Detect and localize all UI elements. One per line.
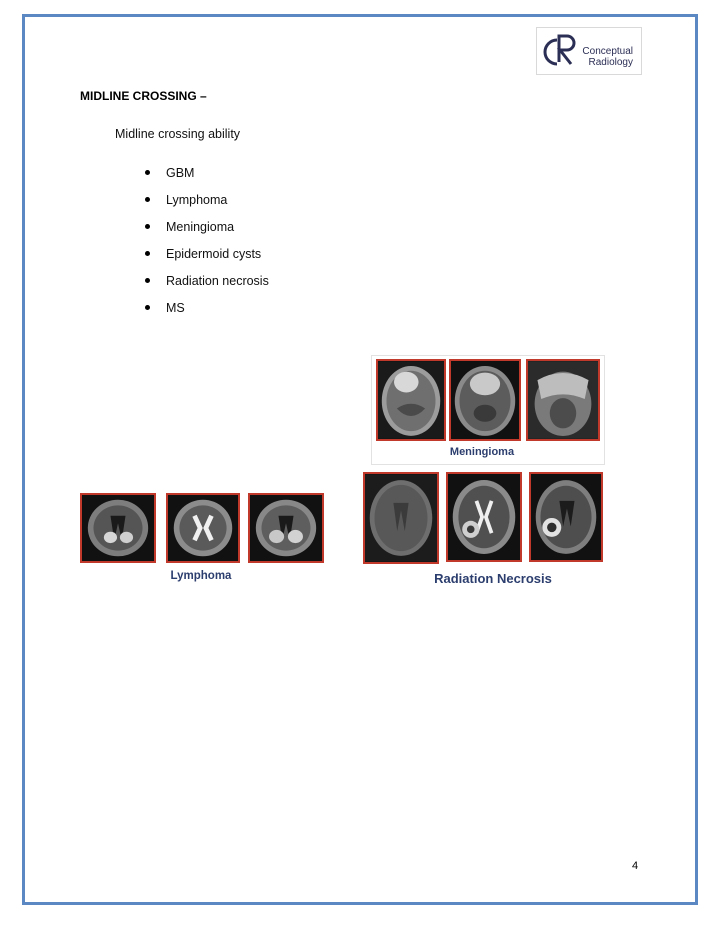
bullet-icon — [145, 251, 150, 256]
list-item: Epidermoid cysts — [145, 246, 269, 273]
logo-text: Conceptual Radiology — [582, 46, 633, 68]
mri-scan-image — [363, 472, 439, 564]
list-item: Meningioma — [145, 219, 269, 246]
bullet-icon — [145, 278, 150, 283]
conceptual-radiology-logo — [536, 27, 642, 75]
mri-scan-image — [526, 359, 600, 441]
mri-scan-image — [248, 493, 324, 563]
condition-list — [145, 165, 269, 327]
mri-scan-image — [529, 472, 603, 562]
list-item: GBM — [145, 165, 269, 192]
meningioma-figure — [371, 355, 605, 465]
radiation-necrosis-figure — [363, 472, 605, 590]
lymphoma-caption: Lymphoma — [170, 570, 232, 582]
mri-scan-image — [376, 359, 446, 441]
bullet-icon — [145, 305, 150, 310]
meningioma-caption: Meningioma — [449, 446, 515, 458]
radiation-necrosis-caption: Radiation Necrosis — [434, 571, 552, 586]
lymphoma-figure — [80, 493, 324, 588]
list-item: Lymphoma — [145, 192, 269, 219]
list-item: Radiation necrosis — [145, 273, 269, 300]
list-item: MS — [145, 300, 269, 327]
logo-cr-icon — [539, 30, 579, 72]
mri-scan-image — [80, 493, 156, 563]
bullet-icon — [145, 197, 150, 202]
section-heading: MIDLINE CROSSING – — [80, 89, 207, 103]
page-number: 4 — [632, 860, 639, 872]
mri-scan-image — [166, 493, 240, 563]
bullet-icon — [145, 224, 150, 229]
intro-text: Midline crossing ability — [115, 127, 241, 141]
mri-scan-image — [449, 359, 521, 441]
bullet-icon — [145, 170, 150, 175]
mri-scan-image — [446, 472, 522, 562]
